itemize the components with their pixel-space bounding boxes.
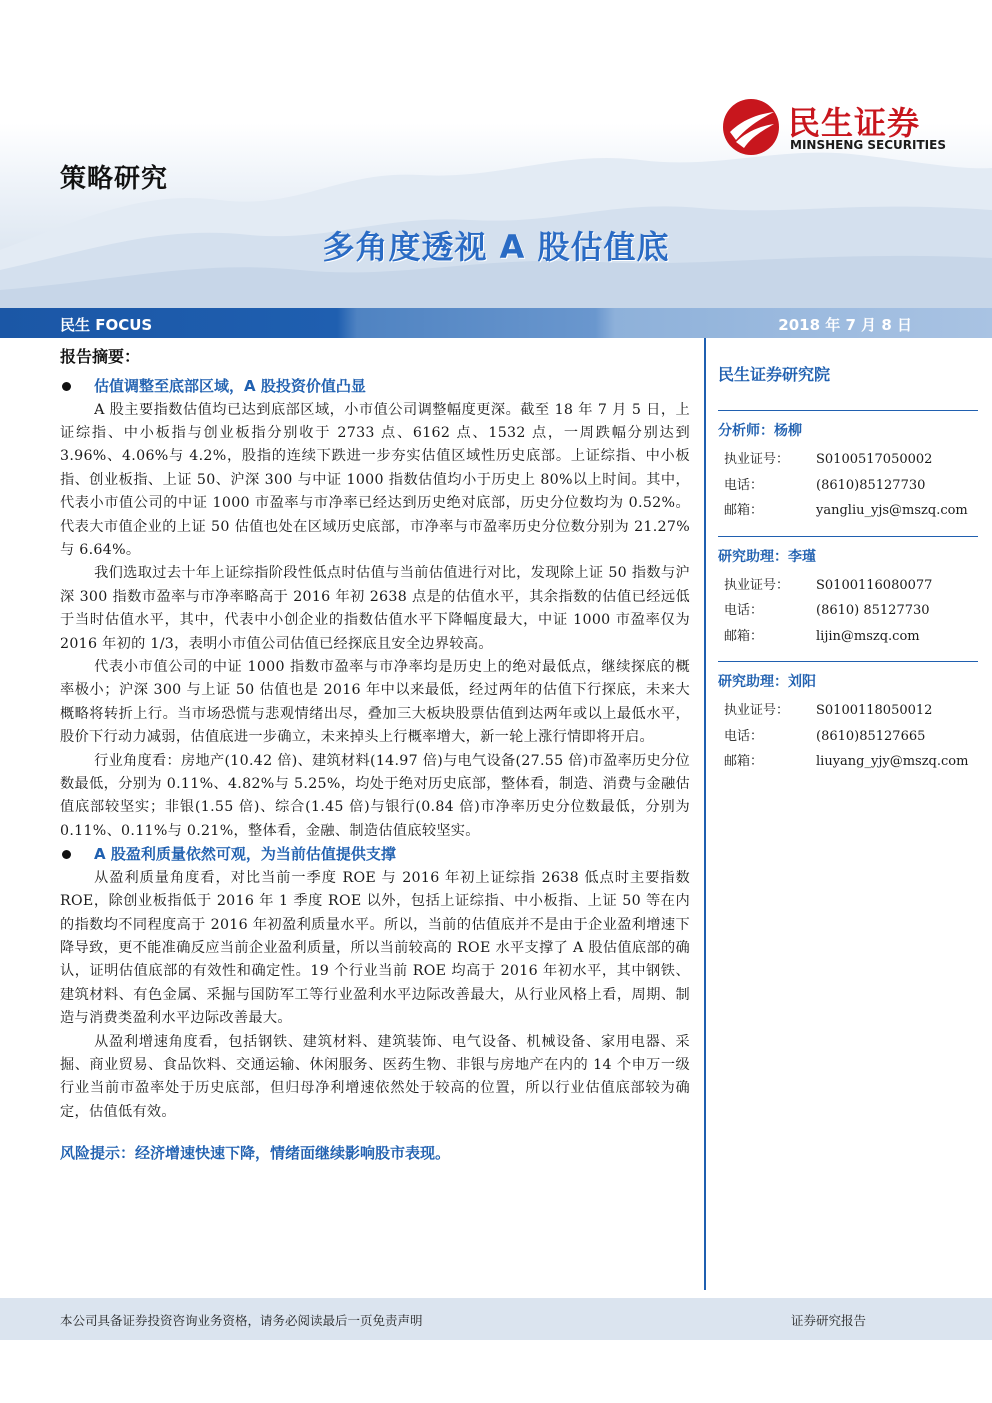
- phone-number: (8610)85127730: [816, 477, 926, 493]
- abstract-column: [60, 343, 690, 1163]
- section-heading: [60, 375, 690, 399]
- cert-row: [718, 698, 978, 724]
- report-title: 多角度透视 A 股估值底: [322, 228, 670, 266]
- report-banner: [0, 308, 992, 338]
- email-label: 邮箱：: [724, 628, 764, 644]
- report-date: 2018 年 7 月 8 日: [778, 316, 912, 334]
- paragraph: 代表小市值公司的中证 1000 指数市盈率与市净率均是历史上的绝对最低点，继续探底的概率极小；沪深 300 与上证 50 估值也是 2016 年中以来最低，经过两年的估值下行探底，未来大概略将转折上行。当市场恐慌与悲观情绪出尽，叠加三大板块股票估值到达两年或以上最低水平，股价下行动力减弱，估值底进一步确立，未来掉头上行概率增大，新一轮上涨行情即将开启。: [60, 658, 690, 746]
- phone-label: 电话：: [724, 603, 764, 618]
- email-link[interactable]: lijin@mszq.com: [816, 628, 920, 644]
- analyst-card: [718, 661, 978, 775]
- phone-row: [718, 598, 978, 624]
- email-row: [718, 624, 978, 650]
- logo-english-name: MINSHENG SECURITIES: [790, 138, 946, 152]
- email-link[interactable]: yangliu_yjs@mszq.com: [816, 503, 968, 518]
- cert-row: [718, 447, 978, 473]
- cert-label: 执业证号：: [724, 452, 790, 467]
- email-row: [718, 498, 978, 524]
- phone-number: (8610) 85127730: [816, 603, 930, 618]
- cert-number: S0100517050002: [816, 452, 933, 467]
- cert-label: 执业证号：: [724, 703, 790, 718]
- paragraph: 行业角度看：房地产(10.42 倍)、建筑材料(14.97 倍)与电气设备(27.55 倍)市盈率历史分位数最低，分别为 0.11%、4.82%与 5.25%，均处于绝对历史底部，整体看，制造、消费与金融估值底部较坚实；非银(1.55 倍)、综合(1.45 倍)与银行(0.84 倍)市净率历史分位数最低，分别为 0.11%、0.11%与 0.21%，整体看，金融、制造估值底较坚实。: [60, 752, 691, 839]
- email-link[interactable]: liuyang_yjy@mszq.com: [816, 754, 969, 769]
- cert-row: [718, 573, 978, 599]
- cert-number: S0100116080077: [816, 577, 933, 593]
- analyst-name: 分析师：杨柳: [718, 410, 978, 443]
- phone-row: [718, 724, 978, 750]
- email-row: [718, 749, 978, 775]
- paragraph: 从盈利增速角度看，包括钢铁、建筑材料、建筑装饰、电气设备、机械设备、家用电器、采掘、商业贸易、食品饮料、交通运输、休闲服务、医药生物、非银与房地产在内的 14 个申万一级行业当前市盈率处于历史底部，但归母净利增速依然处于较高的位置，所以行业估值底部较为确定，估值低有效。: [60, 1033, 690, 1120]
- section-heading-text: A 股盈利质量依然可观，为当前估值提供支撑: [94, 845, 396, 864]
- minsheng-logo-icon: [722, 98, 780, 156]
- report-category: 策略研究: [60, 164, 169, 194]
- analyst-name: 研究助理：刘阳: [718, 661, 978, 694]
- sidebar: [718, 360, 978, 787]
- bullet-icon: [62, 382, 71, 391]
- phone-label: 电话：: [724, 728, 764, 744]
- disclaimer-notice: 本公司具备证券投资咨询业务资格，请务必阅读最后一页免责声明: [60, 1313, 423, 1328]
- phone-row: [718, 473, 978, 499]
- section-heading: [60, 843, 690, 867]
- abstract-title: 报告摘要：: [60, 347, 141, 366]
- banner-series-label: 民生 FOCUS: [60, 316, 153, 334]
- cert-label: 执业证号：: [724, 577, 790, 593]
- phone-number: (8610)85127665: [816, 728, 926, 744]
- cert-number: S0100118050012: [816, 703, 933, 718]
- research-institute: 民生证券研究院: [718, 365, 831, 384]
- paragraph: 我们选取过去十年上证综指阶段性低点时估值与当前估值进行对比，发现除上证 50 指数与沪深 300 指数市盈率与市净率略高于 2016 年初 2638 点是的估值水平，其余指数的估值已经远低于当时估值水平，其中，代表中小创企业的指数估值水平下降幅度最大，中证 1000 市盈率仅为 2016 年初的 1/3，表明小市值公司估值已经探底且安全边界较高。: [60, 565, 690, 652]
- email-label: 邮箱：: [724, 754, 764, 769]
- page-footer: [0, 1298, 992, 1340]
- risk-warning: 风险提示：经济增速快速下降，情绪面继续影响股市表现。: [60, 1144, 451, 1163]
- section-heading-text: 估值调整至底部区域，A 股投资价值凸显: [94, 377, 366, 395]
- email-label: 邮箱：: [724, 503, 764, 518]
- company-logo: [722, 98, 952, 158]
- logo-chinese-name: 民生证券: [788, 104, 921, 142]
- report-type-label: 证券研究报告: [790, 1313, 866, 1328]
- analyst-name: 研究助理：李瑾: [718, 536, 978, 569]
- bullet-icon: [62, 850, 71, 859]
- column-divider: [704, 338, 706, 1290]
- analyst-card: [718, 536, 978, 650]
- analyst-card: [718, 410, 978, 524]
- paragraph: A 股主要指数估值均已达到底部区域，小市值公司调整幅度更深。截至 18 年 7 月 5 日，上证综指、中小板指与创业板指分别收于 2733 点、6162 点、1532 点，一周跌幅分别达到 3.96%、4.06%与 4.2%，股指的连续下跌进一步夯实估值区域性历史底部。上证综指、中小板指、创业板指、上证 50、沪深 300 与中证 1000 指数估值均小于历史上 80%以上时间。其中，代表小市值公司的中证 1000 市盈率与市净率已经达到历史绝对底部，历史分位数均为 0.52%。代表大市值企业的上证 50 估值也处在区域历史底部，市净率与市盈率历史分位数分别为 21.27%与 6.64%。: [60, 401, 690, 558]
- paragraph: 从盈利质量角度看，对比当前一季度 ROE 与 2016 年初上证综指 2638 低点时主要指数 ROE，除创业板指低于 2016 年 1 季度 ROE 以外，包括上证综指、中小板指、上证 50 等在内的指数均不同程度高于 2016 年初盈利质量水平。所以，当前的估值底并不是由于企业盈利增速下降导致，更不能准确反应当前企业盈利质量，所以当前较高的 ROE 水平支撑了 A 股估值底部的确认，证明估值底部的有效性和确定性。19 个行业当前 ROE 均高于 2016 年初水平，其中钢铁、建筑材料、有色金属、采掘与国防军工等行业盈利水平边际改善最大，从行业风格上看，周期、制造与消费类盈利水平边际改善最大。: [60, 869, 690, 1027]
- phone-label: 电话：: [724, 477, 764, 493]
